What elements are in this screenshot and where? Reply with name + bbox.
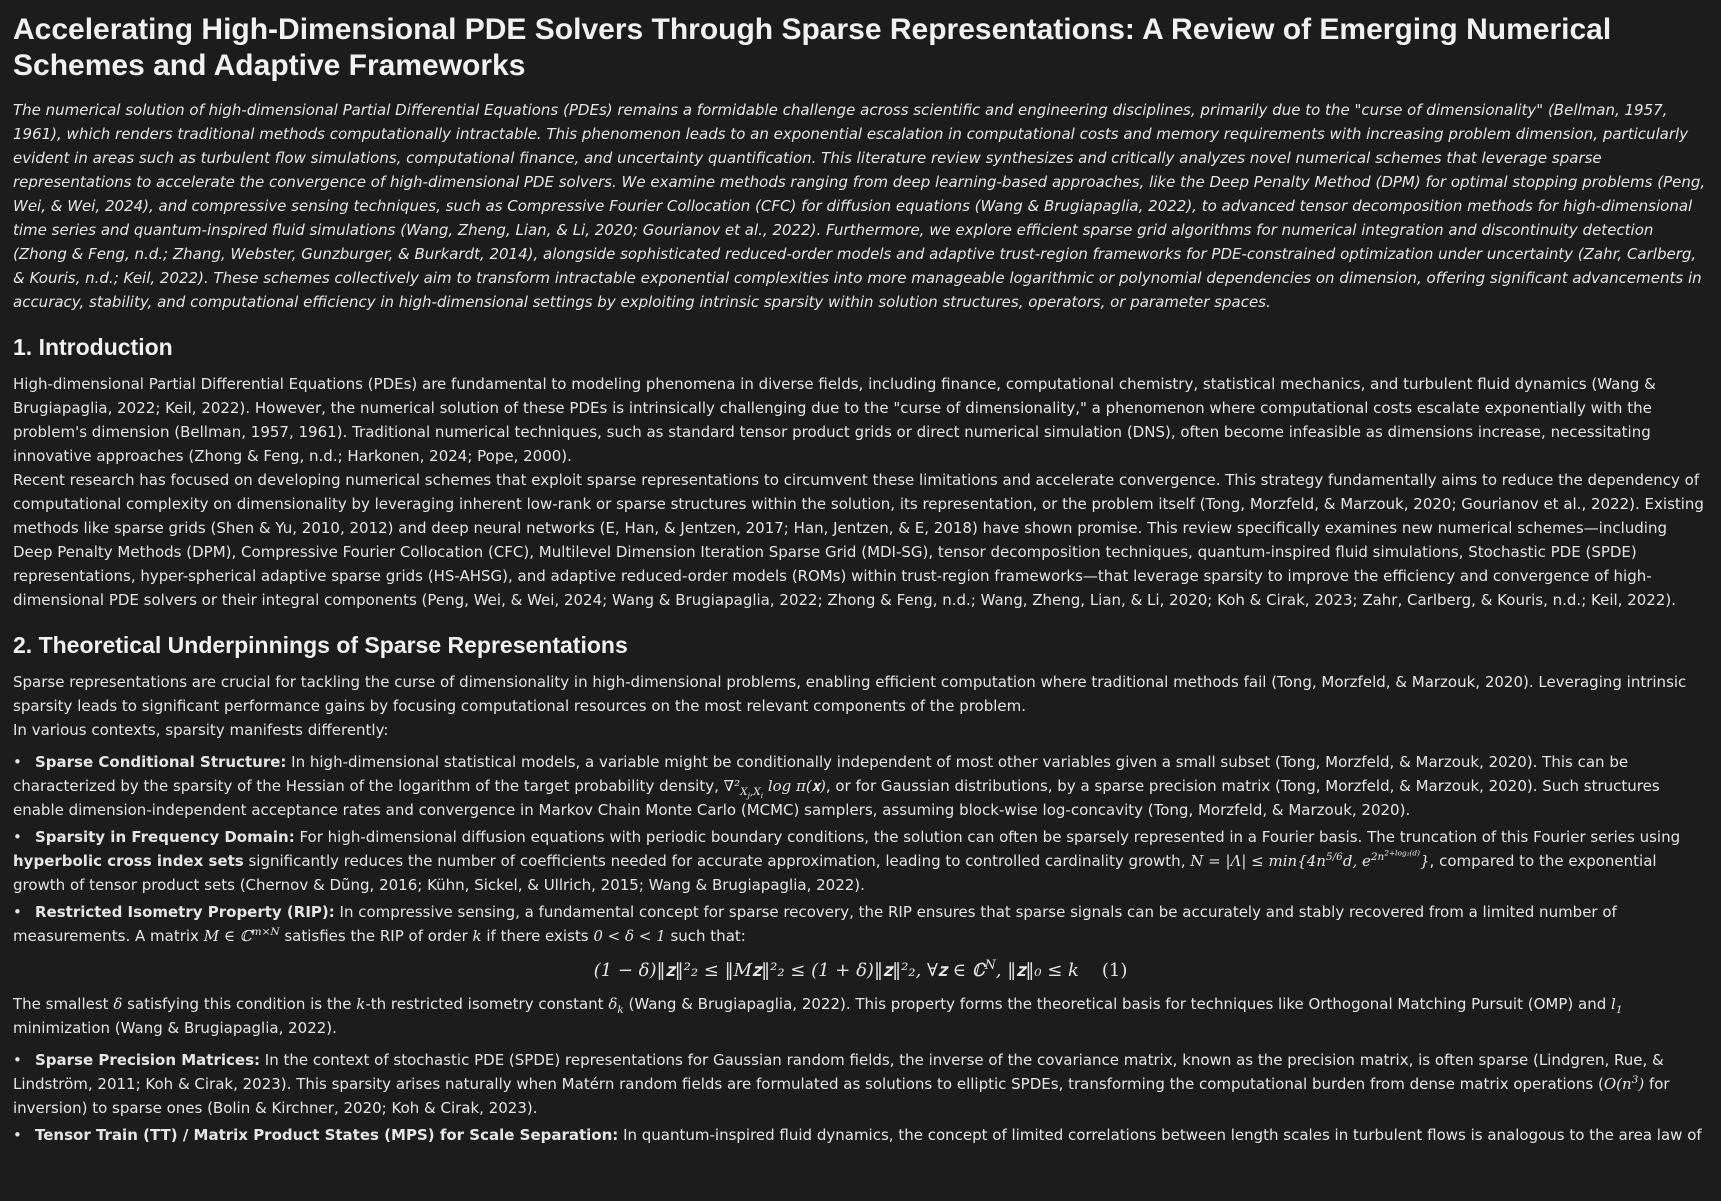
- list-item: [13, 750, 1708, 822]
- list-item: [13, 825, 1708, 897]
- delta-k-symbol: $\delta_k$: [608, 995, 624, 1016]
- sparsity-list-continued: [13, 1048, 1708, 1147]
- l1-symbol: $l_1$: [1611, 995, 1623, 1016]
- list-item: [13, 900, 1708, 948]
- section-heading-introduction: 1. Introduction: [13, 334, 173, 360]
- list-item-label: Restricted Isometry Property (RIP):: [35, 903, 335, 921]
- bullet-icon: •: [13, 828, 22, 846]
- delta-range-formula: 0 < δ < 1: [593, 927, 666, 945]
- list-item-text: In compressive sensing, a fundamental concept for sparse recovery, the RIP ensures that sparse signals can be accurately and stably recovered from a limited number of measurements. A matrix: [13, 903, 1617, 945]
- k-symbol: k: [356, 995, 366, 1013]
- delta-symbol: δ: [113, 995, 123, 1013]
- section-introduction: [13, 332, 1708, 612]
- abstract: The numerical solution of high-dimensional Partial Differential Equations (PDEs) remains a formidable challenge across scientific and engineering disciplines, primarily due to the "curse of dimensionality" (Bellman, 1957, 1961), which renders traditional methods computationally intractable. This phenomenon leads to an exponential escalation in computational costs and memory requirements with increasing problem dimension, particularly evident in areas such as turbulent flow simulations, computational finance, and uncertainty quantification. This literature review synthesizes and critically analyzes novel numerical schemes that leverage sparse representations to accelerate the convergence of high-dimensional PDE solvers. We examine methods ranging from deep learning-based approaches, like the Deep Penalty Method (DPM) for optimal stopping problems (Peng, Wei, & Wei, 2024), and compressive sensing techniques, such as Compressive Fourier Collocation (CFC) for diffusion equations (Wang & Brugiapaglia, 2022), to advanced tensor decomposition methods for high-dimensional time series and quantum-inspired fluid simulations (Wang, Zheng, Lian, & Li, 2020; Gourianov et al., 2022). Furthermore, we explore efficient sparse grid algorithms for numerical integration and discontinuity detection (Zhong & Feng, n.d.; Zhang, Webster, Gunzburger, & Burkardt, 2014), alongside sophisticated reduced-order models and adaptive trust-region frameworks for PDE-constrained optimization under uncertainty (Zahr, Carlberg, & Kouris, n.d.; Keil, 2022). These schemes collectively aim to transform intractable exponential complexities into more manageable logarithmic or polynomial dependencies on dimension, offering significant advancements in accuracy, stability, and computational efficiency in high-dimensional settings by exploiting intrinsic sparsity within solution structures, operators, or parameter spaces.: [13, 101, 1706, 311]
- rip-constant-paragraph: [13, 992, 1708, 1040]
- bullet-icon: •: [13, 1051, 22, 1069]
- bullet-icon: •: [13, 753, 22, 771]
- cardinality-formula: $N = |\Lambda| \le \min\{4n^{5/6}d$, $e^{2n^{2+log_2(d)}}$}: [1190, 848, 1430, 870]
- list-item-text: satisfies the RIP of order: [279, 927, 473, 945]
- paragraph-text: (Wang & Brugiapaglia, 2022). This property forms the theoretical basis for techniques like Orthogonal Matching Pursuit (OMP) and: [623, 995, 1611, 1013]
- equation-number: (1): [1101, 960, 1128, 981]
- intro-paragraph-2: Recent research has focused on developing numerical schemes that exploit sparse representations to circumvent these limitations and accelerate convergence. This strategy fundamentally aims to reduce the dependency of computational complexity on dimensionality by leveraging inherent low-rank or sparse structures within the solution, its representation, or the problem itself (Tong, Morzfeld, & Marzouk, 2020; Gourianov et al., 2022). Existing methods like sparse grids (Shen & Yu, 2010, 2012) and deep neural networks (E, Han, & Jentzen, 2017; Han, Jentzen, & E, 2018) have shown promise. This review specifically examines new numerical schemes—including Deep Penalty Methods (DPM), Compressive Fourier Collocation (CFC), Multilevel Dimension Iteration Sparse Grid (MDI-SG), tensor decomposition techniques, quantum-inspired fluid simulations, Stochastic PDE (SPDE) representations, hyper-spherical adaptive sparse grids (HS-AHSG), and adaptive reduced-order models (ROMs) within trust-region frameworks—that leverage sparsity to improve the efficiency and convergence of high-dimensional PDE solvers or their integral components (Peng, Wei, & Wei, 2024; Wang & Brugiapaglia, 2022; Zhong & Feng, n.d.; Wang, Zheng, Lian, & Li, 2020; Koh & Cirak, 2023; Zahr, Carlberg, & Kouris, n.d.; Keil, 2022).: [13, 471, 1704, 609]
- theory-paragraph-2: In various contexts, sparsity manifests differently:: [13, 721, 389, 739]
- section-heading-theory: 2. Theoretical Underpinnings of Sparse Representations: [13, 632, 628, 658]
- list-item-text: In the context of stochastic PDE (SPDE) representations for Gaussian random fields, the inverse of the covariance matrix, known as the precision matrix, is often sparse (Lindgren, Rue, & Lindström, 2011; Koh & Cirak, 2023). This sparsity arises naturally when Matérn random fields are formulated as solutions to elliptic SPDEs, transforming the computational burden from dense matrix operations (: [13, 1051, 1664, 1093]
- paper-title: Accelerating High-Dimensional PDE Solvers Through Sparse Representations: A Review of Emerging Numerical Schemes and Adaptive Frameworks: [13, 13, 1612, 82]
- list-item-text: , or for Gaussian distributions, by a sparse precision matrix (Tong, Morzfeld, & Marzouk, 2020). Such structures enable dimension-independent acceptance rates and convergence in Markov Chain Monte Carlo (MCMC) samplers, assuming block-wise log-concavity (Tong, Morzfeld, & Marzouk, 2020).: [13, 777, 1660, 819]
- list-item-text: , compared to the exponential growth of tensor product sets (Chernov & Dũng, 2016; Kühn, Sickel, & Ullrich, 2015; Wang & Brugiapaglia, 2022).: [13, 852, 1657, 894]
- hessian-formula: $\nabla^2_{X_j,X_i}$ log π(𝐱): [723, 777, 826, 801]
- list-item-text: such that:: [665, 927, 746, 945]
- paragraph-text: satisfying this condition is the: [122, 995, 357, 1013]
- paragraph-text: The smallest: [13, 995, 114, 1013]
- bullet-icon: •: [13, 903, 22, 921]
- theory-paragraph-1: Sparse representations are crucial for tackling the curse of dimensionality in high-dimensional problems, enabling efficient computation where traditional methods fail (Tong, Morzfeld, & Marzouk, 2020). Leveraging intrinsic sparsity leads to significant performance gains by focusing computational resources on the most relevant components of the problem.: [13, 673, 1687, 715]
- paragraph-text: minimization (Wang & Brugiapaglia, 2022).: [13, 1019, 337, 1037]
- list-item-text: for inversion) to sparse ones (Bolin & Kirchner, 2020; Koh & Cirak, 2023).: [13, 1075, 1670, 1117]
- k-symbol: k: [472, 927, 482, 945]
- list-item-text: In high-dimensional statistical models, a variable might be conditionally independent of most other variables given a small subset (Tong, Morzfeld, & Marzouk, 2020). This can be characterized by the sparsity of the Hessian of the logarithm of the target probability density,: [13, 753, 1629, 795]
- list-item-label: Sparsity in Frequency Domain:: [35, 828, 295, 846]
- list-item: [13, 1123, 1708, 1147]
- list-item-text: For high-dimensional diffusion equations with periodic boundary conditions, the solution can often be sparsely represented in a Fourier basis. The truncation of this Fourier series using: [294, 828, 1681, 846]
- list-item: [13, 1048, 1708, 1120]
- paragraph-text: -th restricted isometry constant: [365, 995, 609, 1013]
- section-theory: [13, 630, 1708, 1147]
- sparsity-list: [13, 750, 1708, 948]
- matrix-formula: M ∈ ℂ$^{m\times N}$: [203, 926, 280, 945]
- rip-equation: [13, 954, 1708, 988]
- list-item-text: In quantum-inspired fluid dynamics, the concept of limited correlations between length scales in turbulent flows is analogous to the area law of: [618, 1126, 1702, 1144]
- list-item-text: if there exists: [481, 927, 594, 945]
- bullet-icon: •: [13, 1126, 22, 1144]
- list-item-text: significantly reduces the number of coefficients needed for accurate approximation, leading to controlled cardinality growth,: [243, 852, 1191, 870]
- hyperbolic-cross-term: hyperbolic cross index sets: [13, 852, 244, 870]
- list-item-label: Sparse Conditional Structure:: [35, 753, 287, 771]
- list-item-label: Tensor Train (TT) / Matrix Product States (MPS) for Scale Separation:: [35, 1126, 619, 1144]
- intro-paragraph-1: High-dimensional Partial Differential Equations (PDEs) are fundamental to modeling phenomena in diverse fields, including finance, computational chemistry, statistical mechanics, and turbulent fluid dynamics (Wang & Brugiapaglia, 2022; Keil, 2022). However, the numerical solution of these PDEs is intrinsically challenging due to the "curse of dimensionality," a phenomenon where computational costs escalate exponentially with the problem's dimension (Bellman, 1957, 1961). Traditional numerical techniques, such as standard tensor product grids or direct numerical simulation (DNS), often become infeasible as dimensions increase, necessitating innovative approaches (Zhong & Feng, n.d.; Harkonen, 2024; Pope, 2000).: [13, 375, 1656, 465]
- complexity-formula: $O(n^3)$: [1603, 1074, 1645, 1093]
- list-item-label: Sparse Precision Matrices:: [35, 1051, 261, 1069]
- rip-equation-body: (1 − δ)‖𝐳‖²₂ ≤ ‖M𝐳‖²₂ ≤ (1 + δ)‖𝐳‖²₂, ∀𝐳 ∈ ℂ$^N$, ‖𝐳‖₀ ≤ k: [593, 957, 1079, 981]
